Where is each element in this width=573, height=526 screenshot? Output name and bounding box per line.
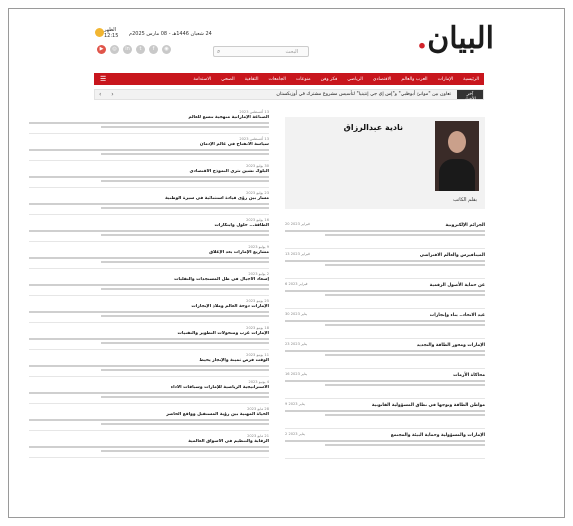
article-date: 13 فبراير 2023 (285, 252, 310, 256)
article-title[interactable]: الميتافيرس والعالم الافتراضي (419, 253, 485, 258)
list-item[interactable] (29, 269, 269, 296)
article-title[interactable]: الصناعة الإماراتية منهجية تتسع للعالم (188, 115, 269, 120)
author-card (285, 117, 485, 209)
article-title[interactable]: إسعاد الأجيال في ظل المستجدات والتقلبات (174, 277, 269, 282)
article-title[interactable]: الحياة المهنية بين رؤية المستقبل وواقع الحاضر (166, 412, 269, 417)
article-date: 6 فبراير 2023 (285, 282, 308, 286)
nav-item-home[interactable]: الرئيسية (463, 76, 479, 82)
article-title[interactable]: الإمارات والمسؤولية وحماية البيئة والمجتمع (390, 433, 485, 438)
author-caption: بقلم الكاتب (453, 197, 477, 203)
article-date: 13 أغسطس 2023 (239, 110, 269, 114)
article-title[interactable]: الإمارات غرب ومتحولات التطوير والتقنيات (177, 331, 269, 336)
article-title[interactable]: الجرائم الإلكترونية (445, 223, 485, 228)
search-icon[interactable]: ⌕ (217, 48, 221, 55)
article-date: 2 يناير 2023 (285, 432, 305, 436)
search-placeholder: البحث (285, 49, 298, 55)
search-input[interactable] (213, 46, 309, 57)
list-item[interactable] (29, 161, 269, 188)
list-item[interactable] (285, 249, 485, 279)
article-title[interactable]: الاستراتيجية الرياضية للإمارات وسباقات الأداء (170, 385, 269, 390)
article-list-right (285, 219, 485, 459)
list-item[interactable] (29, 107, 269, 134)
article-date: 28 مايو 2023 (247, 407, 269, 411)
list-item[interactable] (29, 377, 269, 404)
nav-item-arab-world[interactable]: العرب والعالم (401, 76, 428, 82)
article-title[interactable]: عيد الاتحاد.. بناء وإنجازات (429, 313, 485, 318)
article-title[interactable]: محاكاة الأزمات (453, 373, 485, 378)
list-item[interactable] (29, 188, 269, 215)
nav-item-economy[interactable]: الاقتصادي (372, 76, 392, 82)
nav-item-universities[interactable]: الجامعات (268, 76, 286, 82)
article-date: 4 يونيو 2023 (248, 380, 269, 384)
nav-item-culture-art[interactable]: فكر وفن (320, 76, 338, 82)
weather-time: 12:15 (104, 33, 119, 39)
article-title[interactable]: الرقابة والتنظيم في الأسواق العالمية (188, 439, 269, 444)
breaking-label: آخر الأخبار (457, 90, 483, 99)
article-date: 16 يناير 2023 (285, 372, 308, 376)
list-item[interactable] (29, 350, 269, 377)
weather-widget (104, 27, 118, 39)
nav-item-uae[interactable]: الإمارات (437, 76, 454, 82)
list-item[interactable] (29, 296, 269, 323)
article-date: 16 يوليو 2023 (246, 218, 269, 222)
linkedin-icon[interactable]: in (123, 45, 132, 54)
page-frame (8, 8, 565, 518)
list-item[interactable] (285, 399, 485, 429)
article-title[interactable]: البلوك تشين تثري النموذج الاقتصادي (189, 169, 269, 174)
article-date: 23 يناير 2023 (285, 342, 308, 346)
article-date: 11 يونيو 2023 (246, 353, 269, 357)
nav-item-sustainability[interactable]: الاستدامة (193, 76, 212, 82)
list-item[interactable] (285, 219, 485, 249)
article-date: 9 يوليو 2023 (248, 245, 269, 249)
nav-item-misc[interactable]: منوعات (295, 76, 311, 82)
breaking-headline[interactable]: تعاون بين "موانئ أبوظبي" و"إس إي جي إنتينيا" لتأسيس مشروع مشترك في أوزبكستان (276, 92, 451, 97)
article-date: 13 أغسطس 2023 (239, 137, 269, 141)
rss-icon[interactable]: ◉ (162, 45, 171, 54)
article-date: 9 يناير 2023 (285, 402, 305, 406)
article-title[interactable]: الإمارات دوحة العالم وملاذ الإنجازات (191, 304, 269, 309)
youtube-icon[interactable]: ▶ (97, 45, 106, 54)
list-item[interactable] (29, 323, 269, 350)
list-item[interactable] (285, 429, 485, 459)
twitter-icon[interactable]: t (136, 45, 145, 54)
article-date: 25 يونيو 2023 (246, 299, 269, 303)
list-item[interactable] (285, 369, 485, 399)
top-header (9, 9, 564, 71)
facebook-icon[interactable]: f (149, 45, 158, 54)
article-date: 30 يوليو 2023 (246, 164, 269, 168)
article-date: 20 فبراير 2023 (285, 222, 310, 226)
social-icons (97, 45, 171, 54)
list-item[interactable] (29, 404, 269, 431)
article-date: 18 يونيو 2023 (246, 326, 269, 330)
list-item[interactable] (29, 242, 269, 269)
list-item[interactable] (29, 215, 269, 242)
article-title[interactable]: مشاريع الإمارات بعد الإغلاق (209, 250, 269, 255)
nav-item-health[interactable]: الصحي (221, 76, 235, 82)
logo-text: البيان (427, 21, 494, 56)
article-title[interactable]: الإمارات ومحور الطاقة والتجديد (416, 343, 485, 348)
article-date: 2 يوليو 2023 (248, 272, 269, 276)
author-name: نادية عبدالرزاق (343, 123, 403, 132)
article-list-left (29, 107, 269, 458)
author-photo (435, 121, 479, 191)
list-item[interactable] (29, 134, 269, 161)
nav-item-cultural[interactable]: الثقافية (244, 76, 259, 82)
article-title[interactable]: مواطن الطاقة وتوجها في نطاق المسؤولية القانونية (371, 403, 485, 408)
menu-icon[interactable]: ☰ (100, 75, 107, 83)
article-date: 21 مايو 2023 (247, 434, 269, 438)
article-title[interactable]: سياسة الانفتاح في عالم الإدمان (199, 142, 269, 147)
list-item[interactable] (29, 431, 269, 458)
list-item[interactable] (285, 309, 485, 339)
article-date: 23 يوليو 2023 (246, 191, 269, 195)
sun-icon (95, 28, 104, 37)
site-logo[interactable]: البيان. (416, 21, 494, 56)
list-item[interactable] (285, 339, 485, 369)
ticker-arrows[interactable]: ‹ › (99, 91, 118, 98)
breaking-news-bar (94, 89, 484, 100)
article-title[interactable]: مسار بين رؤى قيادة استثنائية في سيرة الوطنية (165, 196, 269, 201)
date-display: 24 شعبان 1446هـ - 08 مارس 2025م (129, 31, 212, 37)
weather-label: الظهر (104, 27, 117, 33)
article-title[interactable]: عن حماية الأصول الرقمية (429, 283, 485, 288)
instagram-icon[interactable]: ◎ (110, 45, 119, 54)
article-title[interactable]: الوقت فرص ثمينة والإنجاز يحيط (199, 358, 269, 363)
article-title[interactable]: الطاقة... حلول وابتكارات (214, 223, 269, 228)
article-date: 30 يناير 2023 (285, 312, 308, 316)
main-nav (94, 73, 484, 85)
nav-item-sports[interactable]: الرياضي (347, 76, 363, 82)
list-item[interactable] (285, 279, 485, 309)
